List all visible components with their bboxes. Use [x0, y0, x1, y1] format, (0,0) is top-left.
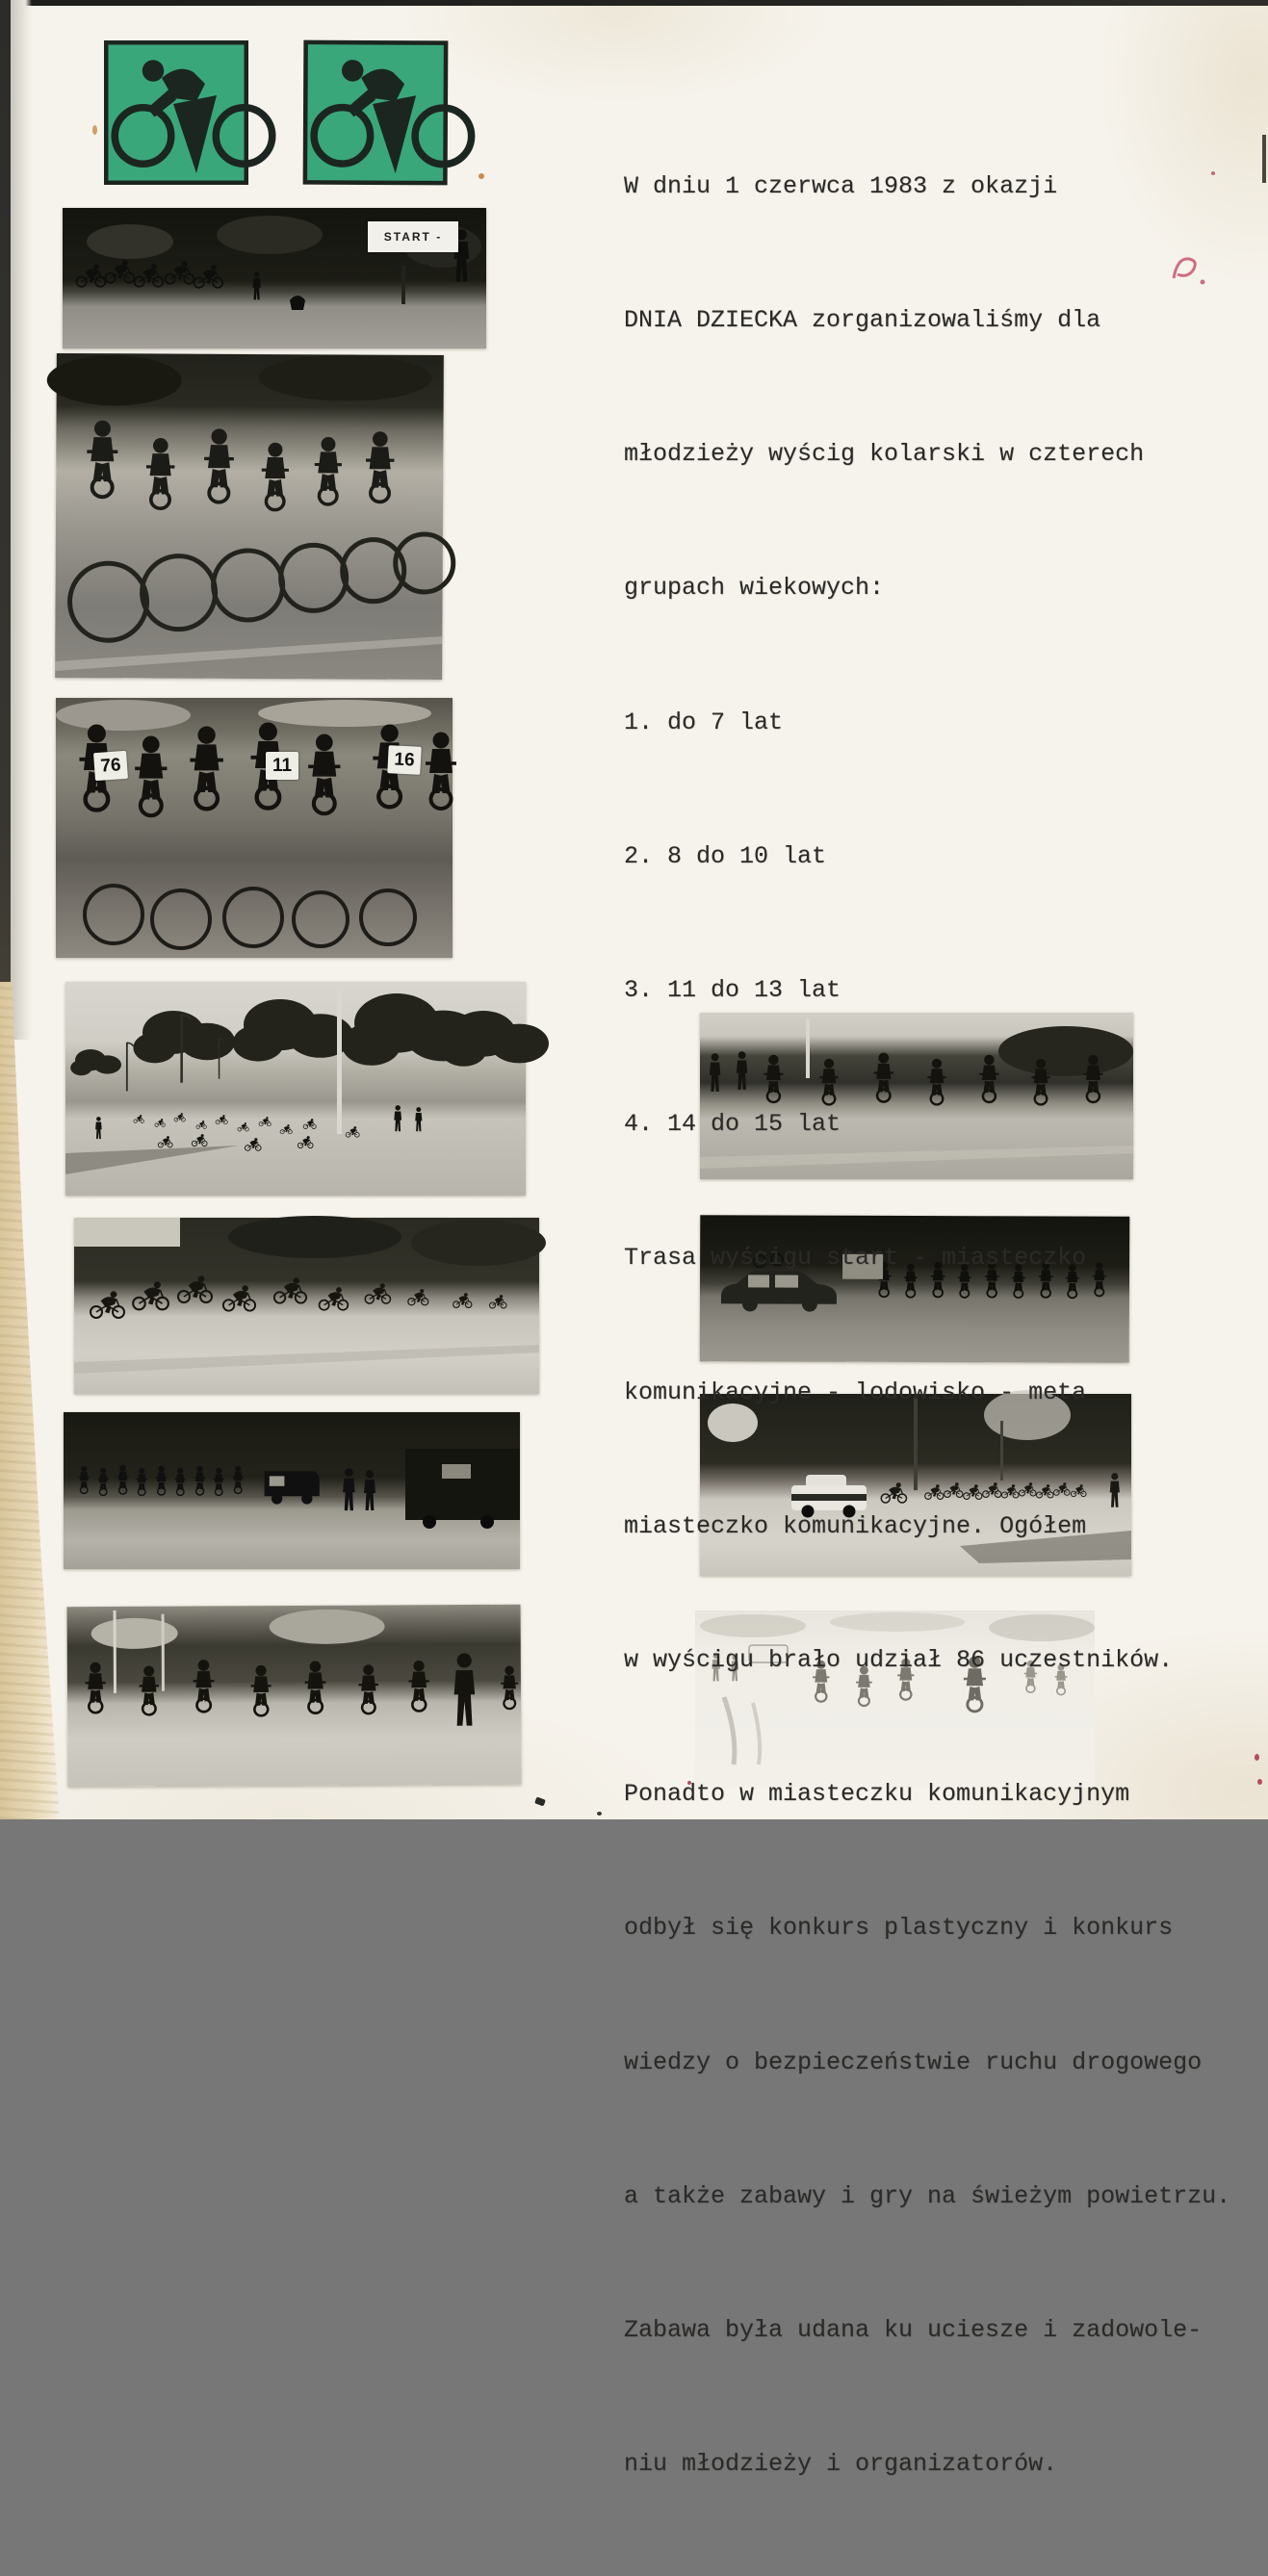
typed-line: 4. 14 do 15 lat — [624, 1110, 841, 1139]
typed-line: w wyścigu brało udział 86 uczestników. — [624, 1646, 1174, 1675]
start-meta-sign: START - META — [368, 221, 458, 252]
typed-line: miasteczko komunikacyjne. Ogółem — [624, 1511, 1087, 1540]
typed-line: Trasa wyścigu start - miasteczko — [624, 1244, 1087, 1273]
race-bib-16: 16 — [387, 745, 421, 775]
race-bib-11: 11 — [266, 752, 298, 780]
cycling-pictogram-stamp-2 — [303, 40, 449, 186]
typed-line: DNIA DZIECKA zorganizowaliśmy dla — [624, 306, 1101, 335]
ink-speck — [479, 173, 484, 179]
typed-line: 1. do 7 lat — [624, 708, 784, 736]
red-pencil-mark — [1160, 245, 1218, 294]
typed-line: komunikacyjne - lodowisko - meta — [624, 1378, 1087, 1406]
typewritten-text — [624, 75, 1261, 2576]
ink-speck — [597, 1812, 602, 1816]
typed-line: grupach wiekowych: — [624, 574, 885, 603]
ink-speck — [534, 1797, 546, 1807]
photo-kids-start — [67, 1605, 522, 1787]
ink-speck — [92, 125, 97, 135]
photo-boys-lineup — [55, 353, 444, 680]
typed-line: młodzieży wyścig kolarski w czterech — [624, 440, 1145, 469]
photo-riders-moving — [74, 1218, 539, 1394]
scan-artifact-line — [1262, 135, 1266, 183]
page-edge-shadow — [11, 0, 32, 1040]
cycling-pictogram-stamp-1 — [104, 40, 248, 185]
photo-vans-crowd — [64, 1412, 520, 1569]
scan-edge-top — [0, 0, 1268, 6]
album-page-edge — [0, 982, 60, 1819]
typed-line: W dniu 1 czerwca 1983 z okazji — [624, 171, 1058, 200]
typed-line: niu młodzieży i organizatorów. — [624, 2450, 1058, 2479]
typed-line: Ponadto w miasteczku komunikacyjnym — [624, 1780, 1130, 1809]
photo-road-peloton — [65, 982, 526, 1196]
typed-line: 3. 11 do 13 lat — [624, 976, 841, 1005]
photo-race-numbers — [56, 698, 453, 958]
typed-line: a także zabawy i gry na świeżym powietrzu. — [624, 2181, 1231, 2210]
typed-line: Zabawa była udana ku uciesze i zadowole- — [624, 2316, 1203, 2345]
cyclist-icon — [303, 40, 449, 186]
race-bib-76: 76 — [93, 751, 128, 781]
photo-start-line — [63, 208, 486, 348]
typed-line: 2. 8 do 10 lat — [624, 841, 827, 870]
cyclist-icon — [104, 40, 248, 185]
typed-line: wiedzy o bezpieczeństwie ruchu drogowego — [624, 2048, 1203, 2076]
typed-line: odbył się konkurs plastyczny i konkurs — [624, 1914, 1174, 1943]
